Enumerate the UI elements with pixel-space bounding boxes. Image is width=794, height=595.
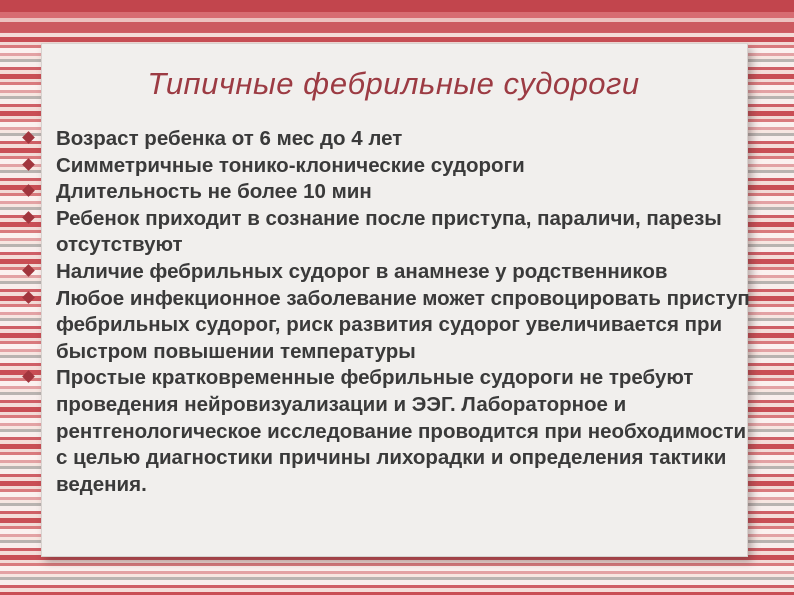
diamond-bullet-icon (22, 264, 35, 277)
bullet-text: Возраст ребенка от 6 мес до 4 лет (56, 127, 403, 150)
bullet-list (22, 126, 762, 498)
bullet-text: Симметричные тонико-клонические судороги (56, 153, 525, 177)
bullet-text: Простые кратковременные фебрильные судороги не требуют проведения нейровизуализации и ЭЭГ. Лабораторное и рентгенологическое исследование проводится при необходимости с целью диагностики причины лихорадки и определения тактики ведения. (56, 366, 747, 496)
bullet-text: Любое инфекционное заболевание может спровоцировать приступ фебрильных судорог, риск развития судорог увеличивается при быстром повышении температуры (56, 286, 750, 363)
bullet-text: Длительность не более 10 мин (56, 180, 372, 204)
diamond-bullet-icon (22, 158, 35, 171)
bullet-item (22, 126, 762, 153)
bullet-item (22, 259, 762, 286)
diamond-bullet-icon (22, 131, 35, 144)
diamond-bullet-icon (22, 184, 35, 197)
diamond-bullet-icon (22, 291, 35, 304)
top-stripe-band (0, 0, 794, 32)
bullet-item (22, 206, 762, 259)
bullet-item (22, 365, 762, 498)
bullet-text: Ребенок приходит в сознание после приступа, параличи, парезы отсутствуют (56, 206, 722, 257)
diamond-bullet-icon (22, 370, 35, 383)
slide-title: Типичные фебрильные судороги (147, 66, 640, 101)
bullet-text: Наличие фебрильных судорог в анамнезе у родственников (56, 259, 668, 283)
bullet-item (22, 179, 762, 206)
bullet-item (22, 286, 762, 366)
diamond-bullet-icon (22, 211, 35, 224)
bullet-item (22, 153, 762, 180)
